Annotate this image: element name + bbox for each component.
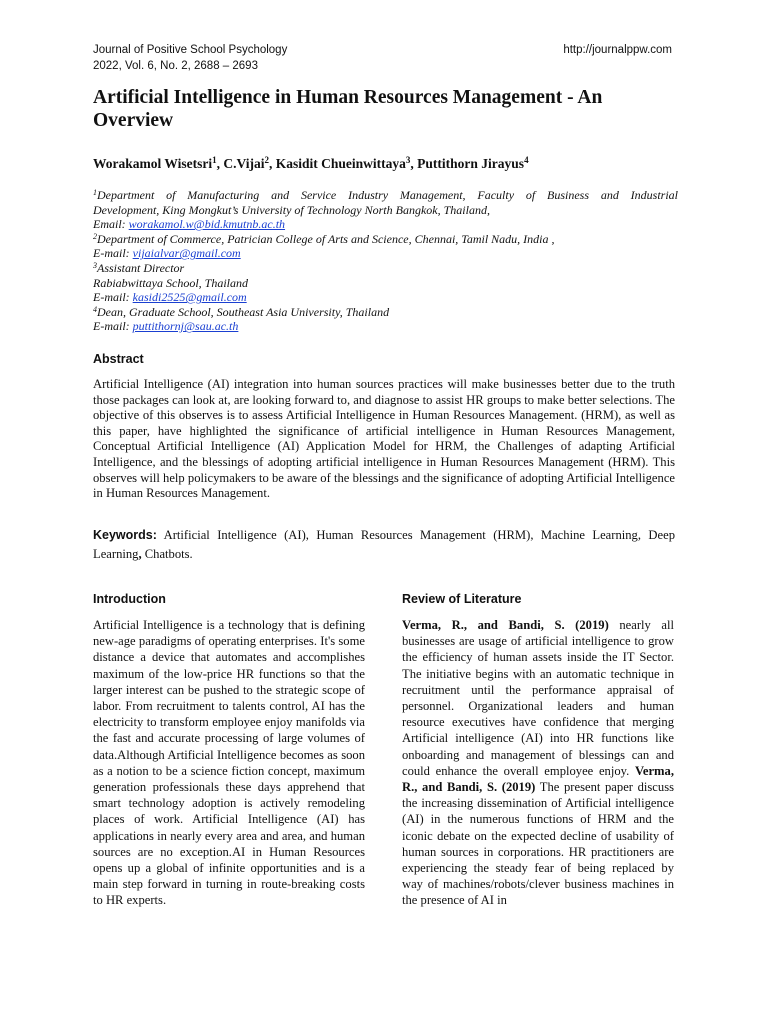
affiliation-text: Department of Commerce, Patrician College of Arts and Science, Chennai, Tamil Nadu, India ,: [97, 231, 555, 246]
affiliation-1: [93, 188, 678, 203]
affiliation-3-cont: Rabiabwittaya School, Thailand: [93, 275, 248, 290]
affiliation-mark: 3: [93, 260, 97, 270]
author-list: [93, 155, 678, 173]
keywords-text-end: Chatbots.: [141, 546, 193, 561]
journal-name: Journal of Positive School Psychology: [93, 44, 288, 56]
affiliation-text: Dean, Graduate School, Southeast Asia University, Thailand: [97, 304, 390, 319]
affiliation-2-email-line: [93, 246, 678, 261]
journal-url[interactable]: http://journalppw.com: [563, 44, 672, 56]
author-name: C.Vijai: [223, 156, 265, 171]
author-separator: ,: [269, 156, 276, 171]
abstract-heading: Abstract: [93, 352, 144, 366]
affiliation-2: [93, 232, 678, 247]
email-link[interactable]: worakamol.w@bid.kmutnb.ac.th: [128, 217, 286, 232]
affiliation-text: Assistant Director: [97, 260, 185, 275]
introduction-text: Artificial Intelligence is a technology that is defining new-age paradigms of operating enterprises. It's some distance a device that automates and accomplishes maximum of the low-price HR functions so that the larger interest can be pushed to the strategic scope of labor. From recruitment to talents control, AI has the electricity to transform employee enjoy manifolds via the fast and accurate processing of large volumes of data.Although Artificial Intelligence becomes as soon as a notion to be a science fiction concept, maximum generation professionals these days apprehend that smart technology adoption is actively remodeling places of work. Artificial Intelligence (AI) has applications in nearly every area and area, and human sources are no exception.AI in Human Resources opens up a global of infinite opportunities and is a main step forward in turning in route-breaking costs to HR experts.: [93, 618, 365, 908]
email-label: E-mail:: [93, 290, 133, 305]
keywords-label: Keywords:: [93, 528, 157, 542]
abstract-text: Artificial Intelligence (AI) integration into human sources practices will make businesses better due to the truth those packages can look at, are looking forward to, and diagnose to assist HR groups to make better selections. The objective of this observes is to assess Artificial Intelligence in Human Resources Management. (HRM), as well as this paper, have highlighted the significance of artificial intelligence in Human Resources Management, Conceptual Artificial Intelligence (AI) Application Model for HRM, the Challenges of adapting Artificial Intelligence, and the blessings of adopting artificial intelligence in Human Resources Management (HRM). This observes will help policymakers to be aware of the blessings and the significance of adopting Artificial Intelligence in Human Resources Management.: [93, 377, 675, 501]
review-heading: Review of Literature: [402, 592, 522, 606]
keywords-comma: ,: [138, 546, 142, 561]
affiliation-1-cont: Development, King Mongkut’s University of Technology North Bangkok, Thailand,: [93, 202, 490, 217]
author-name: Worakamol Wisetsri: [93, 156, 213, 171]
citation: Verma, R., and Bandi, S. (2019): [402, 763, 674, 795]
review-paragraph: nearly all businesses are usage of artificial intelligence to grow the efficiency of human assets inside the IT Sector. The initiative begins with an automatic technique in recruitment until the performance appraisal of personnel. Organizational leaders and human resource executives have confidence that merging Artificial intelligence (AI) into HR functions like onboarding and management of blessings can and could enhance the overall employee enjoy.: [402, 618, 674, 778]
author-separator: ,: [410, 156, 418, 171]
email-label: E-mail:: [93, 319, 133, 334]
author-affiliation-mark: 3: [405, 155, 411, 165]
author-affiliation-mark: 1: [212, 155, 217, 165]
author-separator: ,: [216, 156, 224, 171]
email-link[interactable]: vijaialvar@gmail.com: [132, 246, 241, 261]
affiliation-4: [93, 305, 678, 320]
introduction-heading: Introduction: [93, 592, 166, 606]
paper-title: Artificial Intelligence in Human Resources Management - An Overview: [93, 87, 603, 131]
affiliation-1-email-line: [93, 217, 678, 232]
author-affiliation-mark: 2: [264, 155, 270, 165]
citation: Verma, R., and Bandi, S. (2019): [402, 618, 609, 632]
author-affiliation-mark: 4: [524, 155, 529, 165]
affiliation-mark: 2: [93, 231, 97, 241]
email-label: Email:: [93, 217, 129, 232]
affiliation-3: [93, 261, 678, 276]
journal-issue: 2022, Vol. 6, No. 2, 2688 – 2693: [93, 60, 258, 72]
affiliation-text: Department of Manufacturing and Service Industry Management, Faculty of Business and Industrial: [97, 188, 678, 202]
email-label: E-mail:: [93, 246, 133, 261]
keywords-text: Artificial Intelligence (AI), Human Resources Management (HRM), Machine Learning, Deep Learning: [93, 528, 675, 561]
email-link[interactable]: kasidi2525@gmail.com: [132, 290, 247, 305]
affiliations: [93, 188, 678, 334]
keywords: [93, 526, 675, 563]
affiliation-mark: 1: [93, 188, 97, 197]
affiliation-mark: 4: [93, 304, 97, 314]
author-name: Puttithorn Jirayus: [417, 156, 525, 171]
author-name: Kasidit Chueinwittaya: [275, 156, 406, 171]
affiliation-3-email-line: [93, 290, 678, 305]
email-link[interactable]: puttithornj@sau.ac.th: [132, 319, 239, 334]
review-paragraph: The present paper discuss the increasing dissemination of Artificial intelligence (AI) in the numerous functions of HRM and the iconic debate on the expected decline of usability of human sources in corporations. HR practitioners are experiencing the steady fear of being replaced by way of machines/robots/clever business machines in the presence of AI in: [402, 780, 675, 908]
running-header: [93, 42, 287, 74]
review-text: [402, 617, 674, 909]
affiliation-4-email-line: [93, 319, 678, 334]
